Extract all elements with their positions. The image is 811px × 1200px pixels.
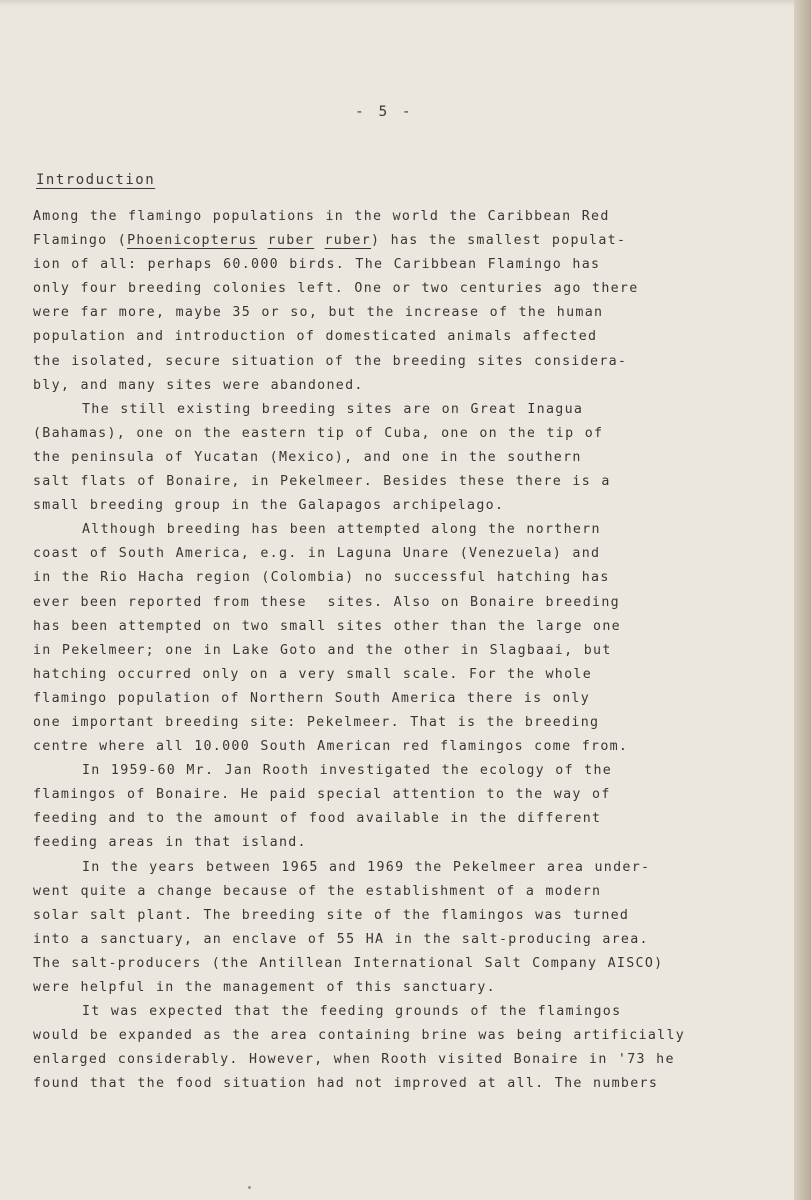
page-edge [794, 0, 811, 1200]
text-line: were far more, maybe 35 or so, but the increase of the human [33, 305, 604, 321]
text-line: bly, and many sites were abandoned. [33, 377, 364, 393]
text-line: The still existing breeding sites are on Great Inagua [82, 401, 584, 417]
scientific-name-part: Phoenicopterus [127, 233, 258, 249]
text-line: went quite a change because of the establishment of a modern [33, 883, 602, 899]
text-line: feeding areas in that island. [33, 835, 307, 851]
text-line: the peninsula of Yucatan (Mexico), and one in the southern [33, 449, 582, 465]
text-line: only four breeding colonies left. One or two centuries ago there [33, 281, 639, 297]
text-line: ever been reported from these sites. Also on Bonaire breeding [33, 594, 620, 610]
paper-speck [248, 1186, 251, 1189]
text-line: feeding and to the amount of food available in the different [33, 811, 602, 827]
text-line: ion of all: perhaps 60.000 birds. The Caribbean Flamingo has [33, 257, 601, 273]
text-line: into a sanctuary, an enclave of 55 HA in the salt-producing area. [33, 931, 649, 947]
page-number: - 5 - [355, 104, 414, 120]
text-line: has been attempted on two small sites other than the large one [33, 618, 621, 634]
text-line: In 1959-60 Mr. Jan Rooth investigated the ecology of the [82, 763, 613, 779]
text-line: the isolated, secure situation of the breeding sites considera- [33, 353, 628, 369]
scientific-name-part: ruber [267, 233, 315, 249]
text-line: small breeding group in the Galapagos archipelago. [33, 498, 505, 514]
text-line: enlarged considerably. However, when Rooth visited Bonaire in '73 he [33, 1052, 675, 1068]
page-top-shadow [0, 0, 794, 6]
section-heading: Introduction [36, 172, 156, 188]
text-line: one important breeding site: Pekelmeer. That is the breeding [33, 714, 600, 730]
text-line: (Bahamas), one on the eastern tip of Cuba, one on the tip of [33, 425, 604, 441]
text-line: centre where all 10.000 South American red flamingos come from. [33, 739, 629, 755]
text-line: It was expected that the feeding grounds of the flamingos [82, 1004, 622, 1020]
text-line: would be expanded as the area containing brine was being artificially [33, 1028, 686, 1044]
text-line: Although breeding has been attempted along the northern [82, 522, 601, 538]
text-line: coast of South America, e.g. in Laguna Unare (Venezuela) and [33, 546, 601, 562]
text-line: in Pekelmeer; one in Lake Goto and the other in Slagbaai, but [33, 642, 612, 658]
text-line: population and introduction of domesticated animals affected [33, 329, 598, 345]
text-line: hatching occurred only on a very small scale. For the whole [33, 666, 593, 682]
text-line: Among the flamingo populations in the world the Caribbean Red [33, 209, 610, 224]
text-line: were helpful in the management of this sanctuary. [33, 980, 496, 995]
scientific-name-part: ruber [324, 233, 372, 249]
text-line: solar salt plant. The breeding site of the flamingos was turned [33, 907, 630, 923]
text-line: found that the food situation had not improved at all. The numbers [33, 1076, 659, 1092]
text-line: flamingo population of Northern South America there is only [33, 690, 591, 706]
text-line: Flamingo (Phoenicopterus ruber ruber) has the smallest populat- [33, 233, 627, 249]
text-line: flamingos of Bonaire. He paid special attention to the way of [33, 787, 611, 803]
text-line: The salt-producers (the Antillean International Salt Company AISCO) [33, 955, 664, 971]
text-line: In the years between 1965 and 1969 the Pekelmeer area under- [82, 859, 651, 875]
text-line: in the Rio Hacha region (Colombia) no successful hatching has [33, 570, 610, 586]
text-line: salt flats of Bonaire, in Pekelmeer. Besides these there is a [33, 474, 611, 490]
body-text [33, 205, 685, 1096]
